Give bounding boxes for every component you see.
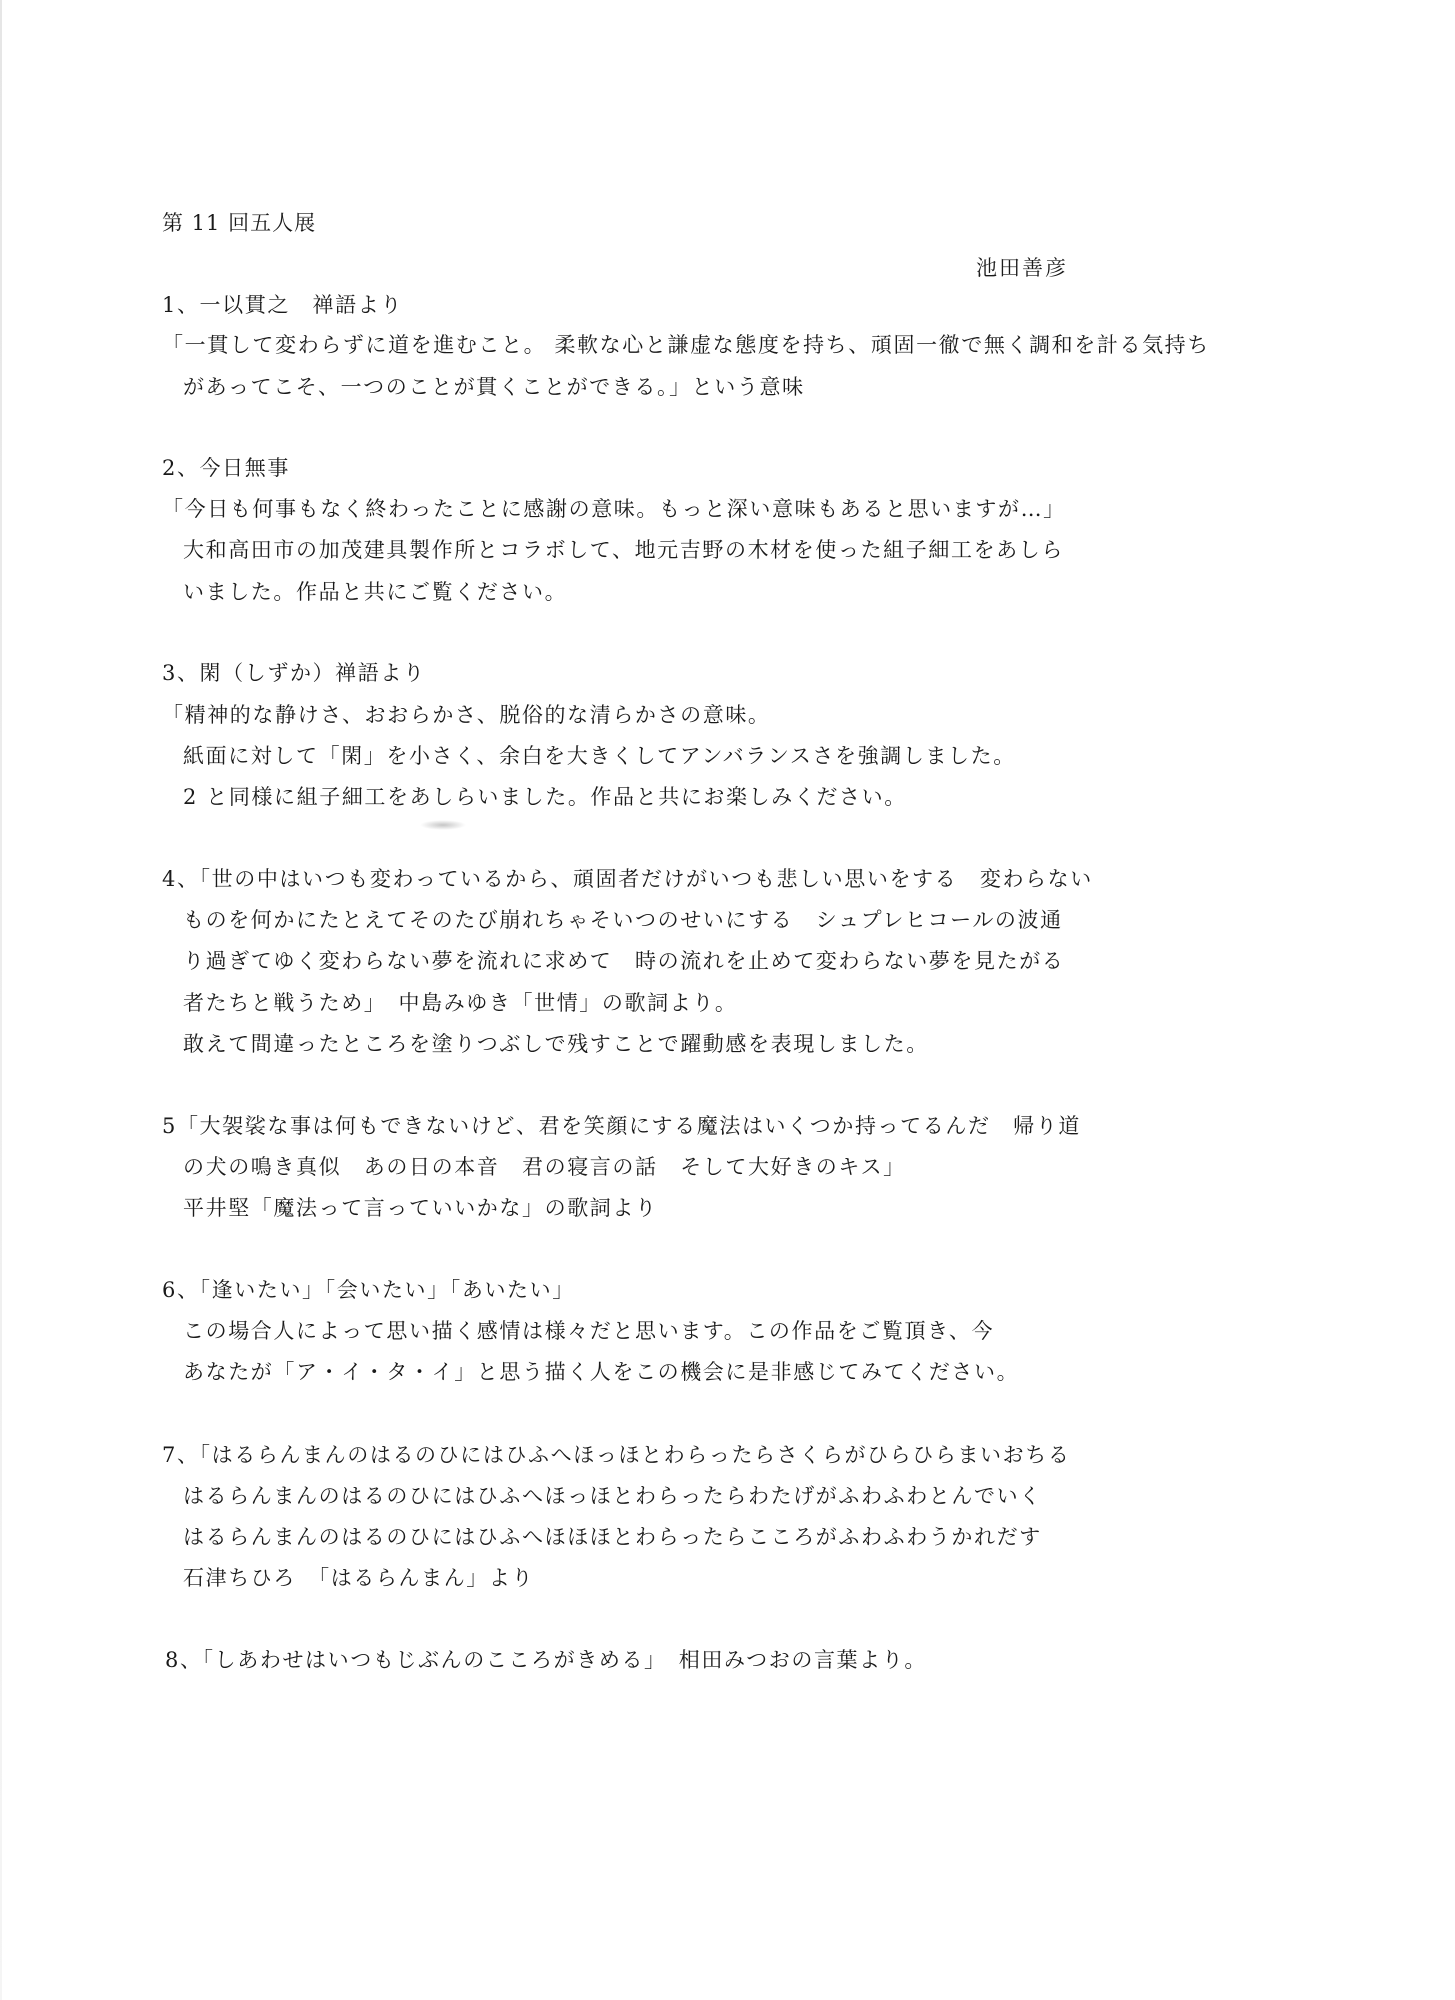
item-8-text-line: 8、「しあわせはいつもじぶんのこころがきめる」 相田みつおの言葉より。 (165, 1648, 927, 1672)
scan-edge (0, 0, 2, 2000)
item-1-text-line: 「一貫して変わらずに道を進むこと。 柔軟な心と謙虚な態度を持ち、頑固一徹で無く調和を計る気持ち (162, 333, 1210, 357)
item-7-text-line: はるらんまんのはるのひにはひふへほほほとわらったらこころがふわふわうかれだす (183, 1525, 1042, 1549)
item-2-text-line: いました。作品と共にご覧ください。 (183, 580, 568, 604)
item-5-text-line: 平井堅「魔法って言っていいかな」の歌詞より (183, 1196, 658, 1220)
item-1-heading: 1、一以貫之 禅語より (162, 293, 403, 317)
scan-smudge (420, 820, 466, 830)
item-3-text-line: 紙面に対して「閑」を小さく、余白を大きくしてアンバランスさを強調しました。 (183, 744, 1016, 768)
item-4-text-line: 者たちと戦うため」 中島みゆき「世情」の歌詞より。 (183, 991, 738, 1015)
item-4-text-line: 敢えて間違ったところを塗りつぶしで残すことで躍動感を表現しました。 (183, 1032, 929, 1056)
item-6-heading: 6、「逢いたい」「会いたい」「あいたい」 (162, 1278, 575, 1302)
item-4-text-line: 4、「世の中はいつも変わっているから、頑固者だけがいつも悲しい思いをする 変わらない (162, 867, 1093, 891)
item-7-text-line: はるらんまんのはるのひにはひふへほっほとわらったらわたげがふわふわとんでいく (183, 1484, 1042, 1508)
item-4-text-line: ものを何かにたとえてそのたび崩れちゃそいつのせいにする シュプレヒコールの波通 (183, 908, 1063, 932)
item-4-text-line: り過ぎてゆく変わらない夢を流れに求めて 時の流れを止めて変わらない夢を見たがる (183, 949, 1065, 973)
item-3-text-line: 2 と同様に組子細工をあしらいました。作品と共にお楽しみください。 (183, 785, 907, 809)
author-name: 池田善彦 (976, 256, 1068, 280)
item-5-text-line: の犬の鳴き真似 あの日の本音 君の寝言の話 そして大好きのキス」 (183, 1155, 906, 1179)
document-title: 第 11 回五人展 (162, 211, 317, 235)
item-2-heading: 2、今日無事 (162, 456, 290, 480)
item-7-text-line: 7、「はるらんまんのはるのひにはひふへほっほとわらったらさくらがひらひらまいおちる (162, 1443, 1071, 1467)
item-3-text-line: 「精神的な静けさ、おおらかさ、脱俗的な清らかさの意味。 (162, 703, 771, 727)
item-2-text-line: 大和高田市の加茂建具製作所とコラボして、地元吉野の木材を使った組子細工をあしら (183, 538, 1064, 562)
item-1-text-line: があってこそ、一つのことが貫くことができる。」という意味 (183, 375, 805, 399)
item-2-text-line: 「今日も何事もなく終わったことに感謝の意味。もっと深い意味もあると思いますが…」 (162, 497, 1066, 521)
item-3-heading: 3、閑（しずか）禅語より (162, 661, 426, 685)
item-6-text-line: この場合人によって思い描く感情は様々だと思います。この作品をご覧頂き、今 (183, 1319, 995, 1343)
item-7-text-line: 石津ちひろ 「はるらんまん」より (183, 1566, 535, 1590)
item-6-text-line: あなたが「ア・イ・タ・イ」と思う描く人をこの機会に是非感じてみてください。 (183, 1360, 1020, 1384)
item-5-text-line: 5「大袈裟な事は何もできないけど、君を笑顔にする魔法はいくつか持ってるんだ 帰り道 (162, 1114, 1081, 1138)
